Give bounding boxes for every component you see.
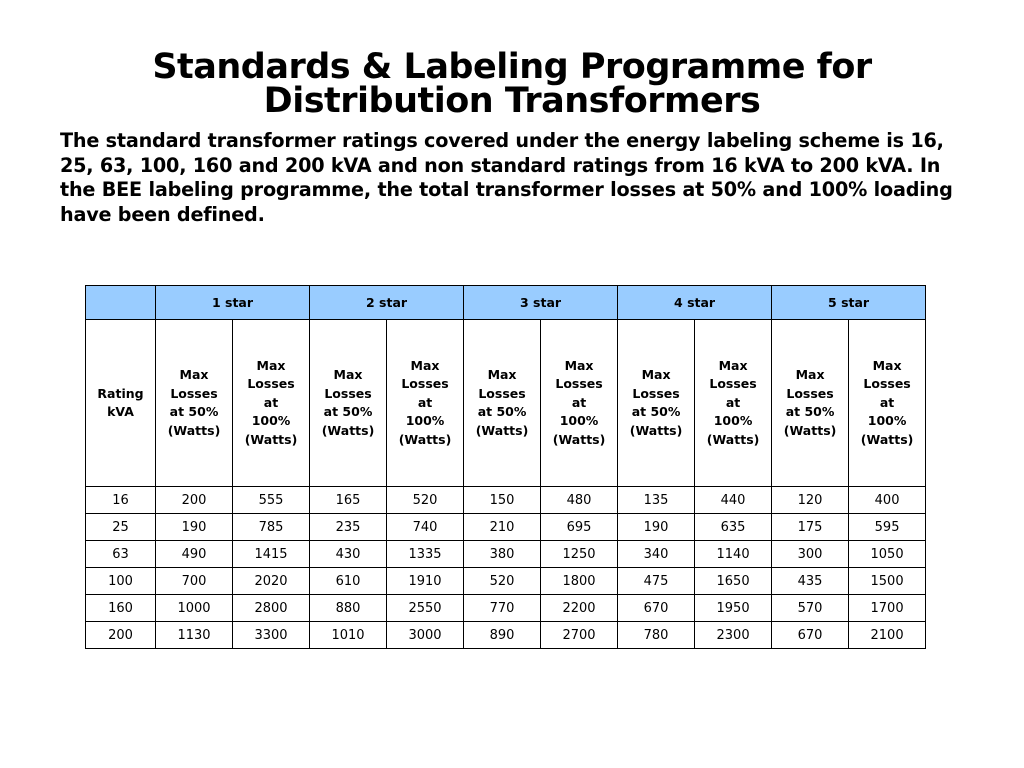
value-cell: 2300 xyxy=(695,622,772,649)
value-cell: 785 xyxy=(233,514,310,541)
value-cell: 1950 xyxy=(695,595,772,622)
star-header-2: 2 star xyxy=(310,286,464,320)
rating-kva-header: Rating kVA xyxy=(86,320,156,487)
max-losses-50-header: Max Losses at 50% (Watts) xyxy=(310,320,387,487)
value-cell: 490 xyxy=(156,541,233,568)
value-cell: 780 xyxy=(618,622,695,649)
value-cell: 1910 xyxy=(387,568,464,595)
rating-cell: 16 xyxy=(86,487,156,514)
star-header-5: 5 star xyxy=(772,286,926,320)
value-cell: 740 xyxy=(387,514,464,541)
intro-paragraph: The standard transformer ratings covered under the energy labeling scheme is 16, 25, 63, 100, 160 and 200 kVA and non standard ratings from 16 kVA to 200 kVA. In the BEE labeling programme, the total transformer losses at 50% and 100% loading have been defined. xyxy=(60,129,953,226)
value-cell: 1050 xyxy=(849,541,926,568)
value-cell: 880 xyxy=(310,595,387,622)
star-rating-losses-table xyxy=(85,285,926,649)
max-losses-100-header: Max Losses at 100% (Watts) xyxy=(695,320,772,487)
max-losses-50-header: Max Losses at 50% (Watts) xyxy=(772,320,849,487)
value-cell: 1010 xyxy=(310,622,387,649)
max-losses-100-header: Max Losses at 100% (Watts) xyxy=(541,320,618,487)
table-row xyxy=(86,568,926,595)
value-cell: 2800 xyxy=(233,595,310,622)
value-cell: 3000 xyxy=(387,622,464,649)
value-cell: 400 xyxy=(849,487,926,514)
value-cell: 150 xyxy=(464,487,541,514)
value-cell: 480 xyxy=(541,487,618,514)
value-cell: 635 xyxy=(695,514,772,541)
table-row xyxy=(86,487,926,514)
value-cell: 2700 xyxy=(541,622,618,649)
value-cell: 1500 xyxy=(849,568,926,595)
table-row xyxy=(86,541,926,568)
table-row xyxy=(86,622,926,649)
rating-cell: 160 xyxy=(86,595,156,622)
value-cell: 520 xyxy=(387,487,464,514)
star-header-4: 4 star xyxy=(618,286,772,320)
page-title-line-2: Distribution Transformers xyxy=(263,81,761,121)
value-cell: 475 xyxy=(618,568,695,595)
value-cell: 440 xyxy=(695,487,772,514)
value-cell: 380 xyxy=(464,541,541,568)
value-cell: 1415 xyxy=(233,541,310,568)
value-cell: 1700 xyxy=(849,595,926,622)
value-cell: 200 xyxy=(156,487,233,514)
star-header-1: 1 star xyxy=(156,286,310,320)
value-cell: 175 xyxy=(772,514,849,541)
value-cell: 1140 xyxy=(695,541,772,568)
table-row xyxy=(86,514,926,541)
value-cell: 1650 xyxy=(695,568,772,595)
value-cell: 3300 xyxy=(233,622,310,649)
value-cell: 670 xyxy=(618,595,695,622)
page-title xyxy=(0,47,1024,121)
value-cell: 670 xyxy=(772,622,849,649)
value-cell: 340 xyxy=(618,541,695,568)
value-cell: 435 xyxy=(772,568,849,595)
value-cell: 235 xyxy=(310,514,387,541)
value-cell: 890 xyxy=(464,622,541,649)
value-cell: 695 xyxy=(541,514,618,541)
value-cell: 1000 xyxy=(156,595,233,622)
rating-cell: 200 xyxy=(86,622,156,649)
value-cell: 1250 xyxy=(541,541,618,568)
value-cell: 430 xyxy=(310,541,387,568)
value-cell: 555 xyxy=(233,487,310,514)
value-cell: 770 xyxy=(464,595,541,622)
star-header-row xyxy=(86,286,926,320)
value-cell: 520 xyxy=(464,568,541,595)
max-losses-100-header: Max Losses at 100% (Watts) xyxy=(387,320,464,487)
value-cell: 190 xyxy=(618,514,695,541)
max-losses-50-header: Max Losses at 50% (Watts) xyxy=(464,320,541,487)
value-cell: 2020 xyxy=(233,568,310,595)
value-cell: 210 xyxy=(464,514,541,541)
value-cell: 190 xyxy=(156,514,233,541)
value-cell: 1335 xyxy=(387,541,464,568)
value-cell: 135 xyxy=(618,487,695,514)
rating-cell: 63 xyxy=(86,541,156,568)
value-cell: 165 xyxy=(310,487,387,514)
value-cell: 610 xyxy=(310,568,387,595)
table-row xyxy=(86,595,926,622)
max-losses-100-header: Max Losses at 100% (Watts) xyxy=(849,320,926,487)
rating-cell: 25 xyxy=(86,514,156,541)
max-losses-50-header: Max Losses at 50% (Watts) xyxy=(618,320,695,487)
value-cell: 2200 xyxy=(541,595,618,622)
value-cell: 570 xyxy=(772,595,849,622)
value-cell: 2100 xyxy=(849,622,926,649)
rating-cell: 100 xyxy=(86,568,156,595)
star-header-3: 3 star xyxy=(464,286,618,320)
max-losses-100-header: Max Losses at 100% (Watts) xyxy=(233,320,310,487)
max-losses-50-header: Max Losses at 50% (Watts) xyxy=(156,320,233,487)
value-cell: 595 xyxy=(849,514,926,541)
value-cell: 1800 xyxy=(541,568,618,595)
value-cell: 700 xyxy=(156,568,233,595)
value-cell: 2550 xyxy=(387,595,464,622)
page-title-line-1: Standards & Labeling Programme for xyxy=(152,47,872,87)
value-cell: 300 xyxy=(772,541,849,568)
table-body xyxy=(86,487,926,649)
value-cell: 120 xyxy=(772,487,849,514)
value-cell: 1130 xyxy=(156,622,233,649)
star-header-blank xyxy=(86,286,156,320)
column-header-row xyxy=(86,320,926,487)
